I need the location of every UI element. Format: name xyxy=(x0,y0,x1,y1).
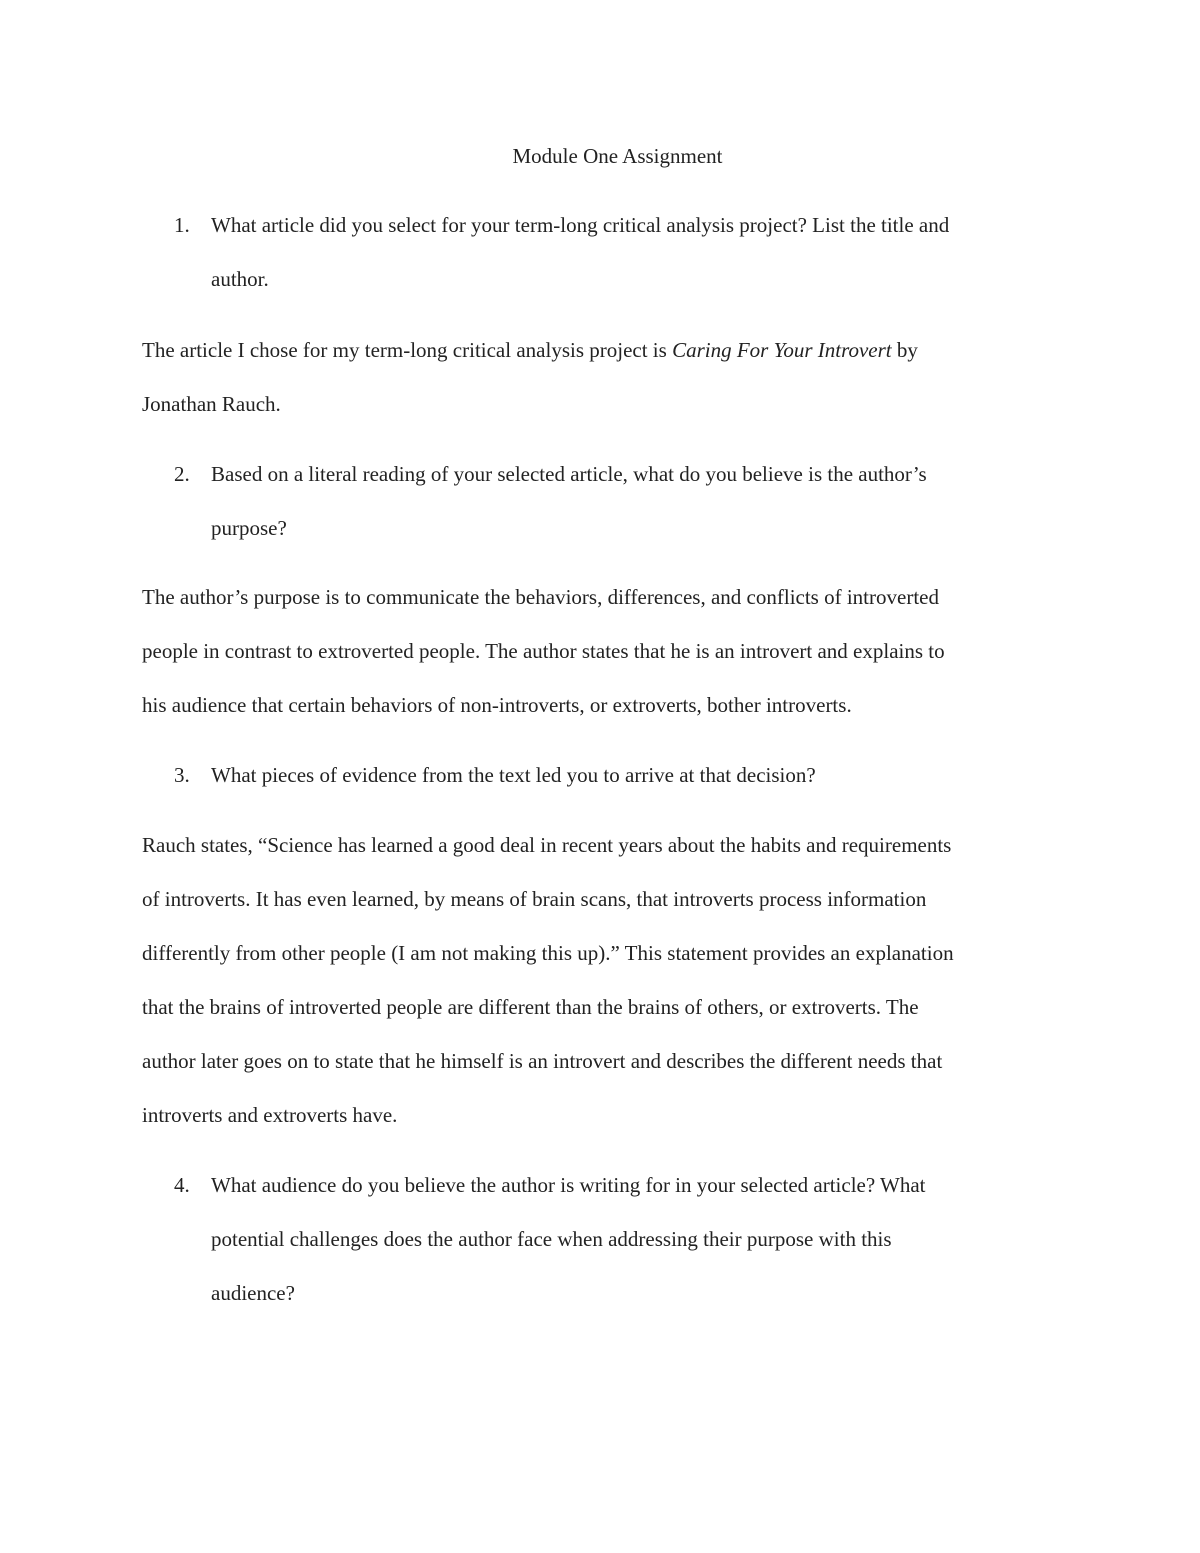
answer-2 xyxy=(142,570,1062,732)
question-text-line: What pieces of evidence from the text led you to arrive at that decision? xyxy=(211,763,816,787)
question-number: 3. xyxy=(174,763,190,787)
question-1 xyxy=(174,198,1061,306)
question-3 xyxy=(174,748,1061,802)
answer-text-line: his audience that certain behaviors of non-introverts, or extroverts, bother introverts. xyxy=(142,693,852,717)
question-text-line: author. xyxy=(211,267,269,291)
question-2 xyxy=(174,447,1061,555)
answer-text: The article I chose for my term-long critical analysis project is xyxy=(142,338,673,362)
question-text-line: What audience do you believe the author is writing for in your selected article? What xyxy=(211,1173,926,1197)
answer-text-line: differently from other people (I am not making this up).” This statement provides an explanation xyxy=(142,941,954,965)
question-text-line: potential challenges does the author face when addressing their purpose with this xyxy=(211,1227,892,1251)
answer-text-line: of introverts. It has even learned, by means of brain scans, that introverts process information xyxy=(142,887,927,911)
answer-text-line: author later goes on to state that he himself is an introvert and describes the different needs that xyxy=(142,1049,943,1073)
answer-text: by xyxy=(891,338,918,362)
question-4 xyxy=(174,1158,1061,1320)
question-text-line: What article did you select for your term-long critical analysis project? List the title and xyxy=(211,213,950,237)
answer-text-line: Jonathan Rauch. xyxy=(142,392,281,416)
document-title: Module One Assignment xyxy=(512,144,723,168)
answer-text-line: The author’s purpose is to communicate the behaviors, differences, and conflicts of introverted xyxy=(142,585,939,609)
answer-3 xyxy=(142,818,1062,1142)
question-number: 4. xyxy=(174,1173,190,1197)
question-text-line: audience? xyxy=(211,1281,295,1305)
question-text-line: Based on a literal reading of your selected article, what do you believe is the author’s xyxy=(211,462,927,486)
answer-text-line: people in contrast to extroverted people. The author states that he is an introvert and explains to xyxy=(142,639,945,663)
question-number: 2. xyxy=(174,462,190,486)
answer-text-line: introverts and extroverts have. xyxy=(142,1103,398,1127)
question-number: 1. xyxy=(174,213,190,237)
question-text-line: purpose? xyxy=(211,516,287,540)
answer-text-line: that the brains of introverted people are different than the brains of others, or extroverts. The xyxy=(142,995,919,1019)
answer-text-line xyxy=(142,323,1062,377)
article-title: Caring For Your Introvert xyxy=(672,338,892,362)
answer-1 xyxy=(142,323,1062,431)
answer-text-line: Rauch states, “Science has learned a good deal in recent years about the habits and requirements xyxy=(142,833,952,857)
